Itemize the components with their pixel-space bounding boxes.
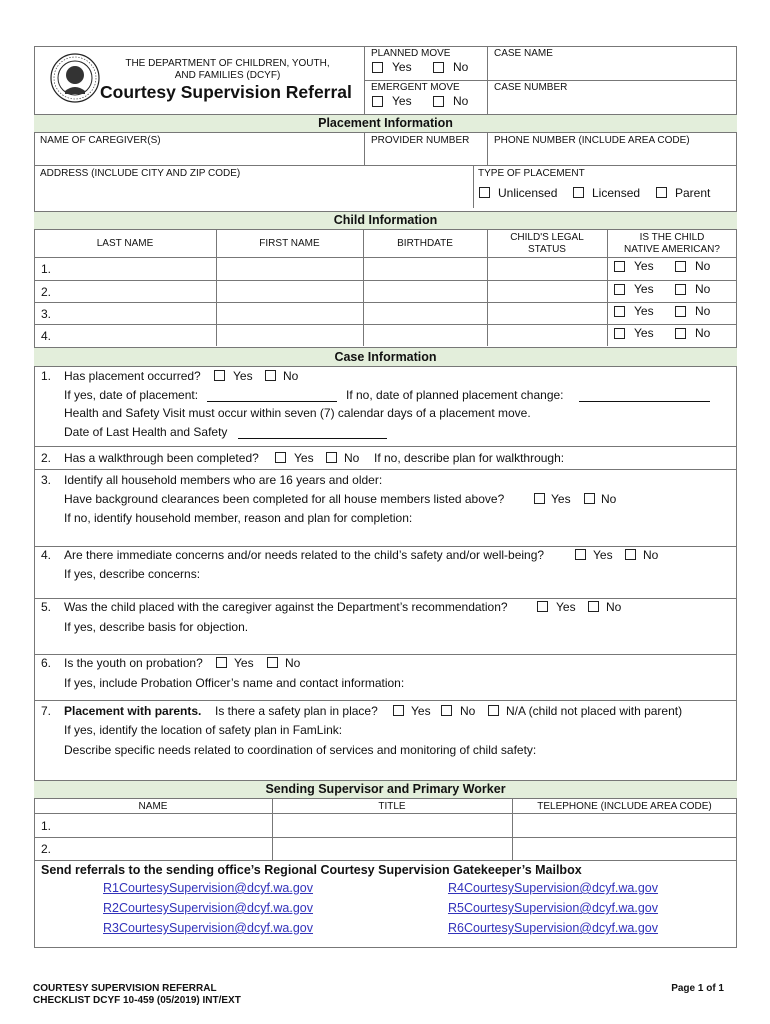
phone-number-field[interactable] bbox=[490, 147, 734, 163]
q2-yes-label: Yes bbox=[294, 451, 314, 465]
email-link-r3[interactable]: R3CourtesySupervision@dcyf.wa.gov bbox=[103, 921, 314, 935]
q3-no-checkbox[interactable] bbox=[584, 493, 595, 504]
col-legal-status-1: CHILD'S LEGAL bbox=[510, 232, 584, 243]
native-no-label: No bbox=[695, 326, 711, 340]
case-number-field[interactable] bbox=[490, 94, 734, 112]
col-legal-status-2: STATUS bbox=[528, 244, 566, 255]
q3-number: 3. bbox=[41, 473, 52, 487]
mailbox-instruction: Send referrals to the sending office’s Regional Courtesy Supervision Gatekeeper’s Mailbox bbox=[41, 863, 582, 877]
native-yes-checkbox[interactable] bbox=[614, 328, 625, 339]
q1-number: 1. bbox=[41, 369, 52, 383]
q2-no-label: No bbox=[344, 451, 360, 465]
emergent-move-yes-label: Yes bbox=[392, 94, 412, 108]
native-yes-label: Yes bbox=[634, 259, 654, 273]
col-birthdate: BIRTHDATE bbox=[397, 238, 453, 249]
q1-planned-field[interactable] bbox=[579, 401, 710, 402]
phone-number-label: PHONE NUMBER (INCLUDE AREA CODE) bbox=[494, 135, 690, 146]
case-number-label: CASE NUMBER bbox=[494, 82, 568, 93]
col-native-1: IS THE CHILD bbox=[639, 232, 705, 243]
parent-checkbox[interactable] bbox=[656, 187, 667, 198]
q5-yes-label: Yes bbox=[556, 600, 576, 614]
native-yes-checkbox[interactable] bbox=[614, 284, 625, 295]
planned-move-label: PLANNED MOVE bbox=[371, 48, 451, 59]
q1-no-label: No bbox=[283, 369, 299, 383]
q6-yes-checkbox[interactable] bbox=[216, 657, 227, 668]
q1-no-checkbox[interactable] bbox=[265, 370, 276, 381]
child-section-title: Child Information bbox=[34, 211, 737, 230]
native-no-label: No bbox=[695, 259, 711, 273]
q7-no-checkbox[interactable] bbox=[441, 705, 452, 716]
q1-visit-note: Health and Safety Visit must occur within seven (7) calendar days of a placement move. bbox=[64, 406, 531, 420]
q6-response-area[interactable] bbox=[62, 692, 732, 698]
licensed-label: Licensed bbox=[592, 186, 641, 200]
q5-yes-checkbox[interactable] bbox=[537, 601, 548, 612]
child-row-number: 3. bbox=[41, 307, 52, 321]
q7-na-checkbox[interactable] bbox=[488, 705, 499, 716]
q3-plan-label: If no, identify household member, reason and plan for completion: bbox=[64, 511, 413, 525]
q3-background-text: Have background clearances been completed for all house members listed above? bbox=[64, 492, 505, 506]
native-no-label: No bbox=[695, 282, 711, 296]
form-title: Courtesy Supervision Referral bbox=[100, 82, 352, 102]
address-label: ADDRESS (INCLUDE CITY AND ZIP CODE) bbox=[40, 168, 241, 179]
q7-location-label: If yes, identify the location of safety plan in FamLink: bbox=[64, 723, 343, 737]
q4-yes-checkbox[interactable] bbox=[575, 549, 586, 560]
q5-number: 5. bbox=[41, 600, 52, 614]
provider-number-field[interactable] bbox=[368, 147, 483, 163]
provider-number-label: PROVIDER NUMBER bbox=[371, 135, 470, 146]
q2-yes-checkbox[interactable] bbox=[275, 452, 286, 463]
planned-move-yes-checkbox[interactable] bbox=[372, 62, 383, 73]
footer-form-id: CHECKLIST DCYF 10-459 (05/2019) INT/EXT bbox=[33, 995, 241, 1006]
q1-text: Has placement occurred? bbox=[64, 369, 201, 383]
parent-label: Parent bbox=[675, 186, 711, 200]
q5-no-label: No bbox=[606, 600, 622, 614]
case-name-field[interactable] bbox=[490, 60, 734, 78]
q3-response-area[interactable] bbox=[62, 527, 732, 545]
q1-last-field[interactable] bbox=[238, 438, 387, 439]
q1-yes-checkbox[interactable] bbox=[214, 370, 225, 381]
q4-text: Are there immediate concerns and/or needs related to the child’s safety and/or well-being? bbox=[64, 548, 545, 562]
q1-date-field[interactable] bbox=[207, 401, 337, 402]
sending-row-number: 1. bbox=[41, 819, 52, 833]
q7-no-label: No bbox=[460, 704, 476, 718]
q4-number: 4. bbox=[41, 548, 52, 562]
q1-last-label: Date of Last Health and Safety bbox=[64, 425, 228, 439]
child-row-number: 1. bbox=[41, 262, 52, 276]
email-link-r5[interactable]: R5CourtesySupervision@dcyf.wa.gov bbox=[448, 901, 659, 915]
caregiver-label: NAME OF CAREGIVER(S) bbox=[40, 135, 161, 146]
native-yes-checkbox[interactable] bbox=[614, 261, 625, 272]
q1-planned-label: If no, date of planned placement change: bbox=[346, 388, 564, 402]
q5-text: Was the child placed with the caregiver against the Department’s recommendation? bbox=[64, 600, 508, 614]
q2-no-checkbox[interactable] bbox=[326, 452, 337, 463]
q2-text: Has a walkthrough been completed? bbox=[64, 451, 259, 465]
address-field[interactable] bbox=[38, 180, 470, 206]
placement-section-title: Placement Information bbox=[34, 114, 737, 133]
planned-move-yes-label: Yes bbox=[392, 60, 412, 74]
native-no-checkbox[interactable] bbox=[675, 284, 686, 295]
dept-line-1: THE DEPARTMENT OF CHILDREN, YOUTH, bbox=[125, 58, 330, 69]
q4-describe-label: If yes, describe concerns: bbox=[64, 567, 201, 581]
col-name: NAME bbox=[138, 801, 168, 812]
sending-section-title: Sending Supervisor and Primary Worker bbox=[34, 780, 737, 799]
unlicensed-checkbox[interactable] bbox=[479, 187, 490, 198]
q5-no-checkbox[interactable] bbox=[588, 601, 599, 612]
col-last-name: LAST NAME bbox=[96, 238, 154, 249]
q1-date-label: If yes, date of placement: bbox=[64, 388, 199, 402]
q7-yes-checkbox[interactable] bbox=[393, 705, 404, 716]
q7-bold-label: Placement with parents. bbox=[64, 704, 202, 718]
q6-number: 6. bbox=[41, 656, 52, 670]
q4-yes-label: Yes bbox=[593, 548, 613, 562]
q3-text: Identify all household members who are 16 years and older: bbox=[64, 473, 383, 487]
q4-no-checkbox[interactable] bbox=[625, 549, 636, 560]
native-no-checkbox[interactable] bbox=[675, 306, 686, 317]
email-link-r6[interactable]: R6CourtesySupervision@dcyf.wa.gov bbox=[448, 921, 659, 935]
q6-no-label: No bbox=[285, 656, 301, 670]
q6-describe-label: If yes, include Probation Officer’s name and contact information: bbox=[64, 676, 405, 690]
case-name-label: CASE NAME bbox=[494, 48, 553, 59]
q4-response-area[interactable] bbox=[62, 583, 732, 597]
q1-yes-label: Yes bbox=[233, 369, 253, 383]
native-yes-label: Yes bbox=[634, 282, 654, 296]
planned-move-no-checkbox[interactable] bbox=[433, 62, 444, 73]
footer-form-name: COURTESY SUPERVISION REFERRAL bbox=[33, 983, 217, 994]
emergent-move-no-label: No bbox=[453, 94, 469, 108]
native-no-label: No bbox=[695, 304, 711, 318]
planned-move-no-label: No bbox=[453, 60, 469, 74]
q7-na-label: N/A (child not placed with parent) bbox=[506, 704, 683, 718]
col-first-name: FIRST NAME bbox=[259, 238, 320, 249]
page-number: Page 1 of 1 bbox=[671, 983, 724, 994]
unlicensed-label: Unlicensed bbox=[498, 186, 558, 200]
q7-number: 7. bbox=[41, 704, 52, 718]
col-native-2: NATIVE AMERICAN? bbox=[624, 244, 720, 255]
q5-response-area[interactable] bbox=[62, 636, 732, 652]
native-no-checkbox[interactable] bbox=[675, 261, 686, 272]
q7-yes-label: Yes bbox=[411, 704, 431, 718]
sending-row-number: 2. bbox=[41, 842, 52, 856]
placement-type-label: TYPE OF PLACEMENT bbox=[478, 168, 585, 179]
q5-describe-label: If yes, describe basis for objection. bbox=[64, 620, 249, 634]
email-link-r4[interactable]: R4CourtesySupervision@dcyf.wa.gov bbox=[448, 881, 659, 895]
native-yes-label: Yes bbox=[634, 326, 654, 340]
q3-yes-label: Yes bbox=[551, 492, 571, 506]
native-no-checkbox[interactable] bbox=[675, 328, 686, 339]
q2-plan-label: If no, describe plan for walkthrough: bbox=[374, 451, 565, 465]
child-row-number: 4. bbox=[41, 329, 52, 343]
case-section-title: Case Information bbox=[34, 347, 737, 367]
emergent-move-yes-checkbox[interactable] bbox=[372, 96, 383, 107]
q6-text: Is the youth on probation? bbox=[64, 656, 203, 670]
native-yes-checkbox[interactable] bbox=[614, 306, 625, 317]
state-seal bbox=[50, 53, 100, 103]
email-link-r2[interactable]: R2CourtesySupervision@dcyf.wa.gov bbox=[103, 901, 314, 915]
emergent-move-label: EMERGENT MOVE bbox=[371, 82, 460, 93]
q6-no-checkbox[interactable] bbox=[267, 657, 278, 668]
q7-needs-label: Describe specific needs related to coordination of services and monitoring of child safety: bbox=[64, 743, 537, 757]
q3-yes-checkbox[interactable] bbox=[534, 493, 545, 504]
col-telephone: TELEPHONE (INCLUDE AREA CODE) bbox=[537, 801, 712, 812]
col-title: TITLE bbox=[378, 801, 406, 812]
dept-line-2: AND FAMILIES (DCYF) bbox=[174, 70, 281, 81]
q4-no-label: No bbox=[643, 548, 659, 562]
email-link-r1[interactable]: R1CourtesySupervision@dcyf.wa.gov bbox=[103, 881, 314, 895]
q7-text: Is there a safety plan in place? bbox=[215, 704, 378, 718]
licensed-checkbox[interactable] bbox=[573, 187, 584, 198]
q2-number: 2. bbox=[41, 451, 52, 465]
q6-yes-label: Yes bbox=[234, 656, 254, 670]
emergent-move-no-checkbox[interactable] bbox=[433, 96, 444, 107]
q7-response-area[interactable] bbox=[62, 759, 732, 779]
native-yes-label: Yes bbox=[634, 304, 654, 318]
child-row-number: 2. bbox=[41, 285, 52, 299]
q3-no-label: No bbox=[601, 492, 617, 506]
caregiver-field[interactable] bbox=[38, 147, 360, 163]
